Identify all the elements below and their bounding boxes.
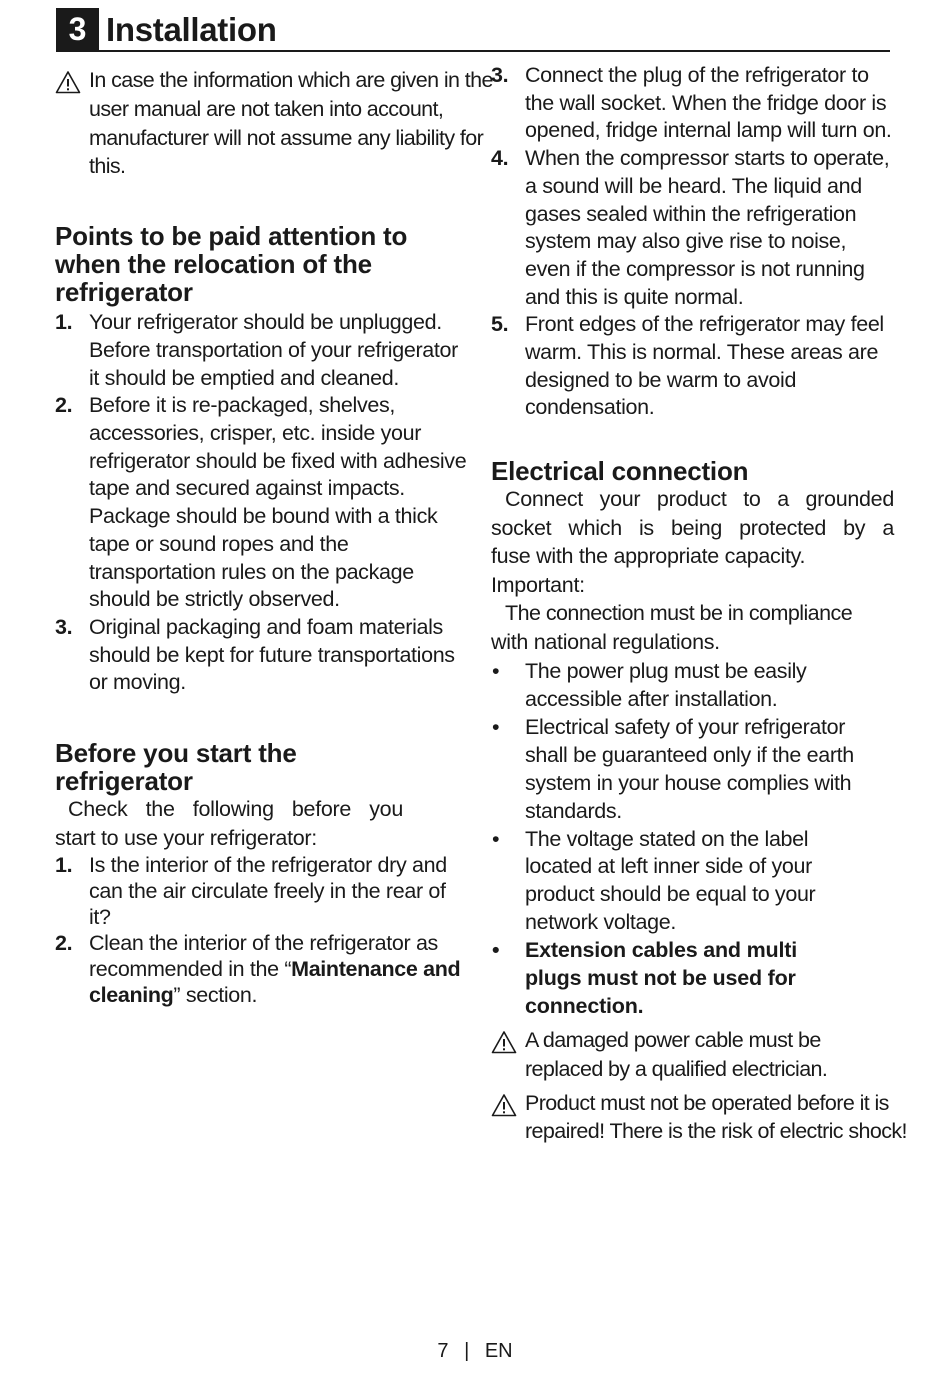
item-text: Extension cables and multi plugs must not be used for connection. (525, 938, 797, 1019)
item-number: 2. (55, 393, 73, 418)
before-start-intro-line2: start to use your refrigerator: (55, 825, 317, 850)
warning-text: Product must not be operated before it is repaired! There is the risk of electric shock! (525, 1090, 907, 1144)
page-footer (0, 1340, 950, 1363)
compliance-line2: with national regulations. (491, 629, 720, 654)
item-text: When the compressor starts to operate, a sound will be heard. The liquid and gases sealed within the refrigeration system may also give rise to noise, even if the compressor is not running and this is quite normal. (525, 146, 890, 309)
item-text: Electrical safety of your refrigerator shall be guaranteed only if the earth system in your house complies with standards. (525, 714, 854, 823)
footer-separator: | (464, 1340, 470, 1362)
electrical-intro-line3: fuse with the appropriate capacity. (491, 544, 806, 569)
list-item (55, 309, 470, 392)
item-number: 3. (491, 63, 509, 87)
electrical-intro-line2: socket which is being protected by a (491, 515, 894, 540)
warning-text: A damaged power cable must be replaced by a qualified electrician. (525, 1027, 828, 1081)
chapter-number: 3 (56, 8, 99, 50)
item-text: Connect the plug of the refrigerator to the wall socket. When the fridge door is opened, fridge internal lamp will turn on. (525, 63, 892, 143)
electrical-intro-line1: Connect your product to a grounded (505, 487, 894, 512)
warning-triangle-icon (55, 70, 81, 94)
item-number: 5. (491, 312, 509, 337)
item-text: The power plug must be easily accessible after installation. (525, 659, 807, 712)
list-item (491, 62, 893, 145)
item-text: Before it is re-packaged, shelves, accessories, crisper, etc. inside your refrigerator should be fixed with adhesive tape and secured against impacts. Package should be bound with a thick tape or sound ropes and the transportation rules on the package should be strictly observed. (89, 393, 467, 612)
chapter-title: Installation (106, 11, 277, 48)
right-column (491, 62, 907, 1146)
before-start-intro-line1: Check the following before you (68, 797, 403, 822)
relocation-heading: Points to be paid attention to when the relocation of the refrigerator (55, 221, 408, 308)
electrical-bullets (491, 658, 889, 1021)
item-text: The voltage stated on the label located at left inner side of your product should be equal to your network voltage. (525, 826, 816, 935)
bullet-dot: • (492, 938, 500, 963)
list-item (491, 826, 855, 938)
important-label: Important: (491, 572, 585, 597)
bullet-dot: • (492, 826, 500, 851)
chapter-header (56, 8, 890, 52)
relocation-list (55, 309, 470, 697)
item-text: Original packaging and foam materials should be kept for future transportations or moving. (89, 614, 455, 695)
list-item (55, 392, 470, 614)
item-number: 1. (55, 853, 73, 878)
electrical-heading: Electrical connection (491, 456, 749, 487)
bullet-dot: • (492, 659, 500, 684)
power-cable-warning (491, 1026, 897, 1084)
warning-text: In case the information which are given in the user manual are not taken into account, manufacturer will not assume any liability for this. (89, 68, 493, 179)
item-text: Is the interior of the refrigerator dry and can the air circulate freely in the rear of it? (89, 853, 447, 930)
before-start-list (55, 852, 470, 1008)
language-code: EN (484, 1340, 513, 1362)
list-item (55, 852, 470, 930)
repair-warning (491, 1089, 925, 1147)
bullet-dot: • (492, 714, 500, 739)
item-text-after: ” section. (173, 983, 258, 1008)
liability-warning (55, 66, 499, 181)
item-text: Front edges of the refrigerator may feel warm. This is normal. These areas are designed to be warm to avoid condensation. (525, 312, 884, 420)
item-number: 4. (491, 146, 509, 171)
list-item (55, 930, 470, 1008)
item-text-before: Clean the interior of the refrigerator as recommended in the “ (89, 931, 438, 982)
list-item-bold (491, 937, 855, 1021)
startup-steps-list (491, 62, 893, 422)
compliance-line1: The connection must be in compliance (505, 601, 853, 626)
list-item (491, 145, 893, 311)
list-item (491, 714, 889, 826)
item-text: Your refrigerator should be unplugged. Before transportation of your refrigerator it should be emptied and cleaned. (89, 310, 458, 390)
maintenance-section-reference: Maintenance and cleaning (89, 957, 461, 1008)
list-item (55, 614, 470, 697)
warning-triangle-icon (491, 1030, 517, 1054)
warning-triangle-icon (491, 1093, 517, 1117)
left-column (55, 66, 493, 1008)
page-number: 7 (437, 1340, 449, 1362)
list-item (491, 311, 885, 422)
list-item (491, 658, 889, 714)
item-number: 3. (55, 614, 73, 639)
item-number: 2. (55, 931, 73, 956)
item-number: 1. (55, 310, 73, 335)
before-start-heading: Before you start the refrigerator (55, 738, 297, 797)
